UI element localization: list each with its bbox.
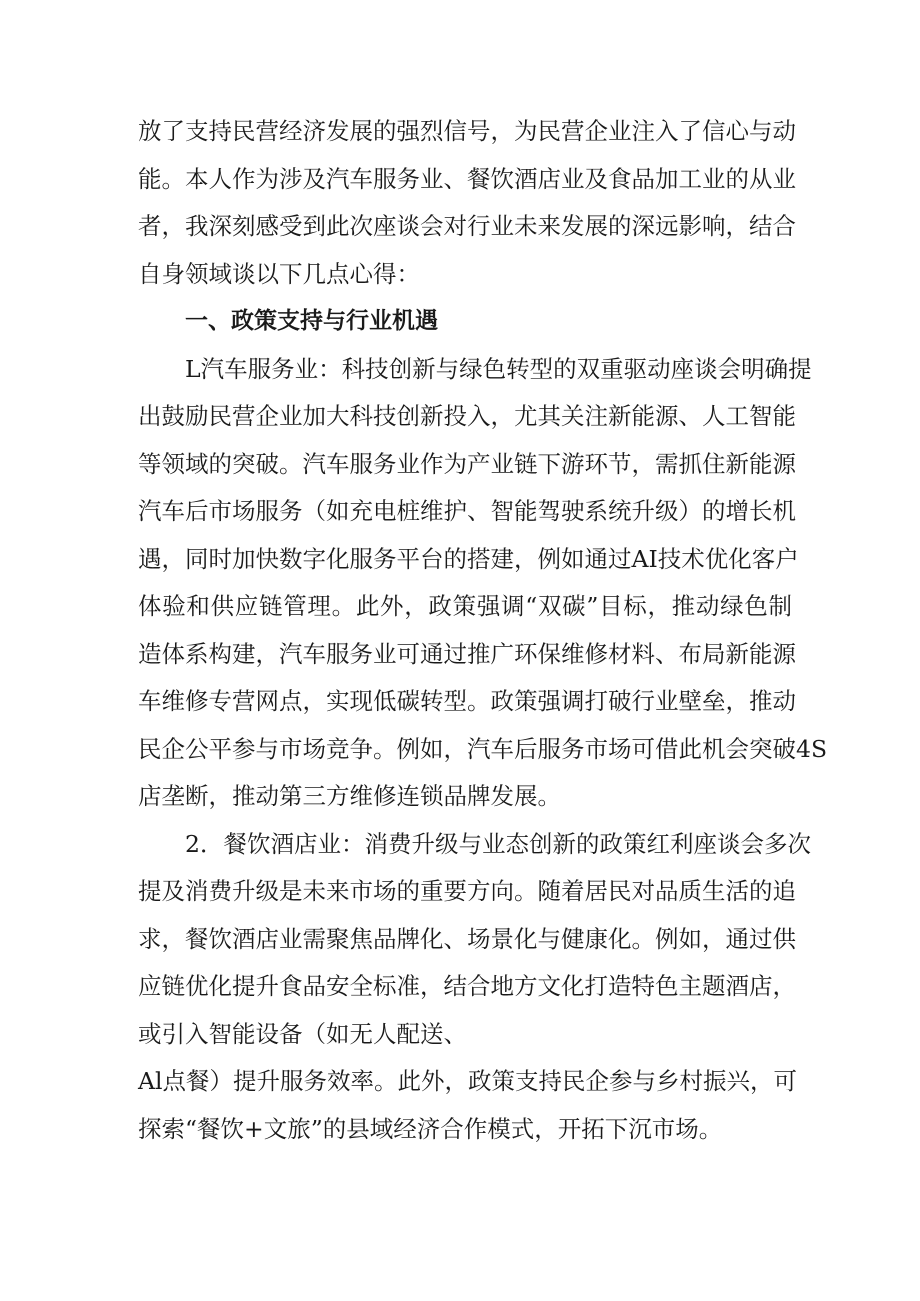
text-line: 求，餐饮酒店业需聚焦品牌化、场景化与健康化。例如，通过供 bbox=[138, 924, 796, 953]
intro-paragraph bbox=[138, 108, 796, 298]
text-line: 2．餐饮酒店业：消费升级与业态创新的政策红利座谈会多次 bbox=[185, 829, 811, 858]
section-heading: 一、政策支持与行业机遇 bbox=[185, 308, 438, 334]
text-line: 探索“餐饮+文旅”的县域经济合作模式，开拓下沉市场。 bbox=[138, 1114, 723, 1143]
text-line: 遇，同时加快数字化服务平台的搭建，例如通过AI技术优化客户 bbox=[138, 544, 799, 573]
text-line: 体验和供应链管理。此外，政策强调“双碳”目标，推动绿色制 bbox=[138, 592, 792, 620]
text-line: 放了支持民营经济发展的强烈信号，为民营企业注入了信心与动 bbox=[138, 117, 796, 145]
text-line: 或引入智能设备（如无人配送、 bbox=[138, 1019, 467, 1048]
text-line: 造体系构建，汽车服务业可通过推广环保维修材料、布局新能源 bbox=[138, 639, 796, 668]
catering-paragraph bbox=[138, 821, 811, 1154]
text-line: 汽车后市场服务（如充电桩维护、智能驾驶系统升级）的增长机 bbox=[138, 497, 796, 525]
text-line: 等领域的突破。汽车服务业作为产业链下游环节，需抓住新能源 bbox=[138, 449, 796, 478]
text-line: 应链优化提升食品安全标准，结合地方文化打造特色主题酒店， bbox=[138, 972, 796, 1000]
text-line: 自身领域谈以下几点心得： bbox=[138, 259, 420, 288]
text-line: 民企公平参与市场竞争。例如，汽车后服务市场可借此机会突破4S bbox=[138, 734, 828, 763]
text-line: 能。本人作为涉及汽车服务业、餐饮酒店业及食品加工业的从业 bbox=[138, 164, 796, 193]
text-line: L汽车服务业：科技创新与绿色转型的双重驱动座谈会明确提 bbox=[185, 354, 812, 383]
text-line: 出鼓励民营企业加大科技创新投入，尤其关注新能源、人工智能 bbox=[138, 402, 796, 430]
text-line: Al点餐）提升服务效率。此外，政策支持民企参与乡村振兴，可 bbox=[138, 1067, 797, 1095]
text-line: 店垄断，推动第三方维修连锁品牌发展。 bbox=[138, 782, 561, 810]
text-line: 者，我深刻感受到此次座谈会对行业未来发展的深远影响，结合 bbox=[138, 212, 796, 240]
text-line: 提及消费升级是未来市场的重要方向。随着居民对品质生活的追 bbox=[138, 877, 796, 905]
text-line: 车维修专营网点，实现低碳转型。政策强调打破行业壁垒，推动 bbox=[138, 687, 796, 715]
auto-service-paragraph bbox=[138, 346, 828, 821]
